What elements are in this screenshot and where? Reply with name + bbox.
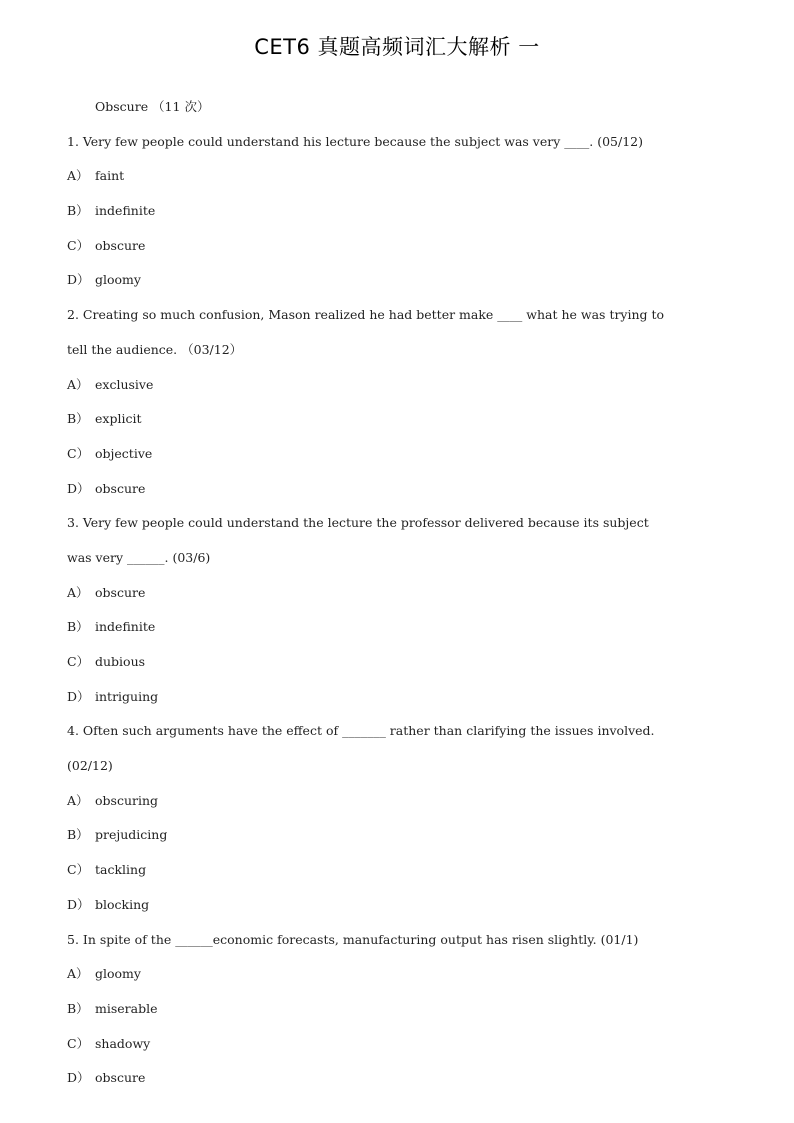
option-letter: B） [67, 827, 89, 843]
option-text: obscuring [95, 792, 159, 808]
answer-option [67, 576, 727, 611]
answer-option [67, 680, 727, 715]
option-text: prejudicing [95, 827, 168, 843]
answer-option [67, 229, 727, 264]
document-body [67, 90, 727, 1096]
option-letter: C） [67, 1035, 90, 1051]
question-text-continued: was very ______. (03/6) [67, 549, 211, 565]
answer-option [67, 159, 727, 194]
answer-option [67, 402, 727, 437]
option-letter: A） [67, 584, 89, 600]
answer-option [67, 645, 727, 680]
option-text: dubious [95, 654, 146, 669]
option-text: gloomy [95, 272, 141, 288]
option-text: indefinite [95, 203, 156, 219]
question-text: 5. In spite of the ______economic forecasts, manufacturing output has risen slightly. (01/1) [67, 931, 639, 947]
option-text: tackling [95, 862, 147, 878]
option-text: blocking [95, 896, 150, 912]
option-letter: A） [67, 966, 89, 982]
question-block [67, 298, 727, 506]
option-text: gloomy [95, 966, 141, 982]
option-text: obscure [95, 480, 146, 496]
answer-option [67, 472, 727, 507]
option-text: miserable [95, 1000, 158, 1016]
option-text: intriguing [95, 688, 159, 704]
option-text: obscure [95, 584, 146, 600]
option-letter: C） [67, 445, 90, 461]
question-text: 1. Very few people could understand his lecture because the subject was very ____. (05/12) [67, 133, 643, 149]
answer-option [67, 888, 727, 923]
option-letter: B） [67, 1000, 89, 1016]
option-letter: B） [67, 619, 89, 635]
option-text: explicit [95, 411, 142, 427]
question-block [67, 923, 727, 1096]
option-text: exclusive [95, 376, 154, 392]
answer-option [67, 1061, 727, 1096]
answer-option [67, 784, 727, 819]
option-text: shadowy [95, 1035, 151, 1051]
question-text-continued: (02/12) [67, 758, 113, 774]
option-letter: B） [67, 203, 89, 219]
option-text: obscure [95, 1070, 146, 1086]
option-letter: D） [67, 688, 90, 704]
question-text-continued: tell the audience. （03/12） [67, 341, 243, 357]
option-letter: A） [67, 168, 89, 184]
answer-option [67, 368, 727, 403]
option-letter: C） [67, 654, 90, 669]
option-letter: C） [67, 862, 90, 878]
question-list [67, 125, 727, 1096]
option-letter: D） [67, 480, 90, 496]
option-letter: D） [67, 272, 90, 288]
question-block [67, 714, 727, 922]
answer-option [67, 194, 727, 229]
option-letter: A） [67, 376, 89, 392]
word-heading: Obscure （11 次） [95, 99, 210, 114]
answer-option [67, 437, 727, 472]
question-text: 3. Very few people could understand the lecture the professor delivered because its subject [67, 515, 649, 531]
answer-option [67, 992, 727, 1027]
option-letter: D） [67, 1070, 90, 1086]
option-text: faint [95, 168, 125, 184]
answer-option [67, 853, 727, 888]
option-letter: A） [67, 792, 89, 808]
option-text: obscure [95, 237, 146, 253]
option-letter: D） [67, 896, 90, 912]
answer-option [67, 1027, 727, 1062]
answer-option [67, 610, 727, 645]
option-letter: B） [67, 411, 89, 427]
option-text: objective [95, 445, 153, 461]
question-block [67, 125, 727, 298]
question-text: 4. Often such arguments have the effect of _______ rather than clarifying the issues involved. [67, 723, 655, 739]
answer-option [67, 263, 727, 298]
answer-option [67, 818, 727, 853]
option-text: indefinite [95, 619, 156, 635]
question-text: 2. Creating so much confusion, Mason realized he had better make ____ what he was trying to [67, 307, 665, 323]
question-block [67, 506, 727, 714]
answer-option [67, 957, 727, 992]
option-letter: C） [67, 237, 90, 253]
document-title: CET6 真题高频词汇大解析 一 [254, 35, 540, 59]
